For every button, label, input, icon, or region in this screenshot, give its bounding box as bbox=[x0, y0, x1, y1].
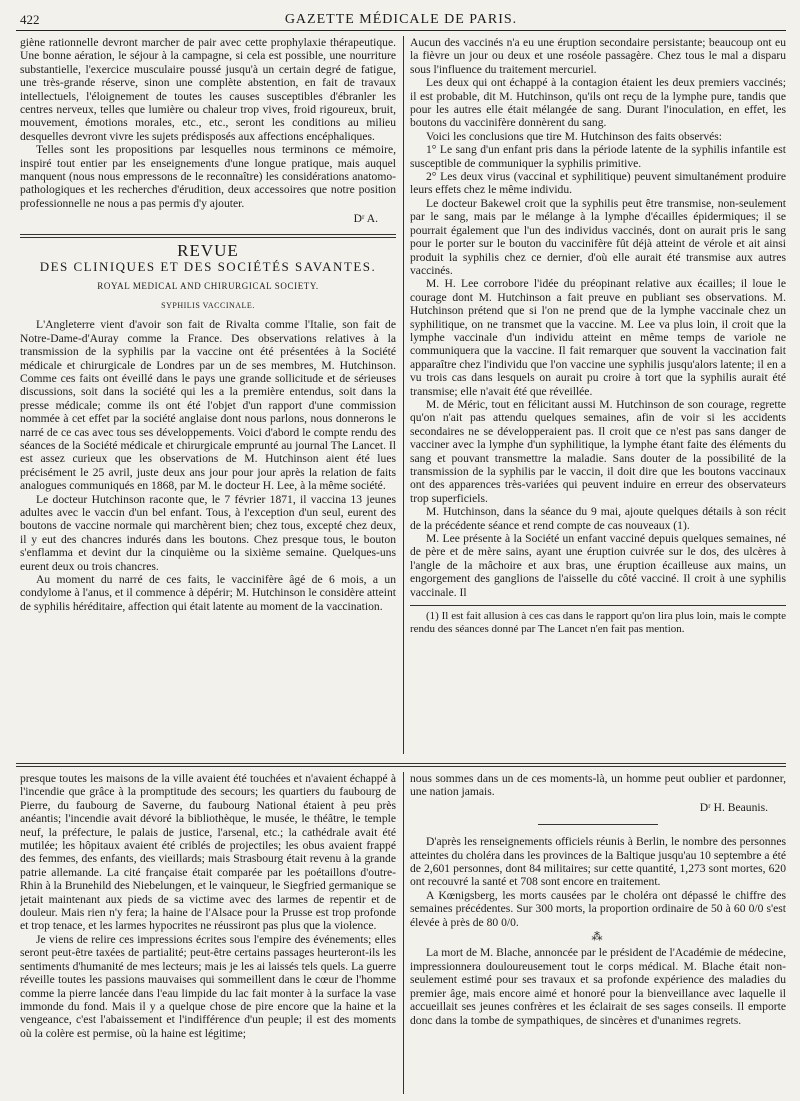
paragraph: Aucun des vaccinés n'a eu une éruption secondaire persistante; beaucoup ont eu la fièvre un jour ou deux et une roséole passagère. Chez tous le mal a disparu sous l'influence du traitement mercuriel. bbox=[410, 36, 786, 76]
revue-subtitle: DES CLINIQUES ET DES SOCIÉTÉS SAVANTES. bbox=[39, 259, 377, 275]
revue-title: REVUE bbox=[177, 240, 239, 260]
paragraph: L'Angleterre vient d'avoir son fait de Rivalta comme l'Italie, son fait de Notre-Dame-d'Auray comme la France. Des observations relatives à la transmission de la syphilis par la vaccine ont été présentées à la Société médicale et chirurgicale de Londres par un de ses membres, M. Hutchinson. Comme ces faits ont éveillé dans le pays une grande sollicitude et de sérieuses discussions, soit dans la société qui les a la première entendus, soit dans la presse médicale; comme ils ont été l'objet d'un rapport d'une commission nommée à cet effet par la société anglaise dont nous parlons, nous donnerons le narré de ce cas avec tous ses développements. Voici d'abord le compte rendu des séances de la Société médicale et chirurgicale emprunté au journal The Lancet. Il est assez curieux que les observations de M. Hutchinson aient été lues précisément le 25 avril, juste deux ans jour pour jour après la relation de faits analogues communiqués en 1868, par M. le docteur H. Lee, à la même société. bbox=[20, 318, 396, 493]
paragraph: La mort de M. Blache, annoncée par le président de l'Académie de médecine, impressionnera douloureusement tout le corps médical. M. Blache était non-seulement estimé pour ses travaux et sa profonde expérience des maladies du premier âge, mais encore aimé et honoré pour la bienveillance avec laquelle il accueillait ses jeunes confrères et les éclairait de ses sages conseils. Il emporte donc dans la tombe de sympathiques, de sincères et d'unanimes regrets. bbox=[410, 946, 786, 1027]
signature: Dʳ A. bbox=[353, 212, 378, 226]
section-divider bbox=[20, 234, 396, 235]
bottom-left-column bbox=[20, 772, 396, 1094]
column-divider bbox=[403, 772, 404, 1094]
top-left-column bbox=[20, 36, 396, 754]
footnote-divider bbox=[410, 605, 786, 606]
society-name: ROYAL MEDICAL AND CHIRURGICAL SOCIETY. bbox=[97, 280, 319, 291]
section-divider bbox=[538, 824, 658, 825]
paragraph: Le docteur Bakewel croit que la syphilis peut être transmise, non-seulement par le sang, mais par le mélange à la lymphe d'écailles épidermiques; il se pourrait également que l'un des individus vaccinés, dont on aurait pris le sang pour le porter sur le bouton du vaccinifère fût déjà atteint de vérole et ait ainsi produit la syphilis chez ce dernier, d'où elle aurait été transmise aux autres vaccinés. bbox=[410, 196, 786, 277]
asterism: ⁂ bbox=[591, 931, 605, 944]
newspaper-page bbox=[16, 6, 786, 1096]
paragraph: Le docteur Hutchinson raconte que, le 7 février 1871, il vaccina 13 jeunes adultes avec le vaccin d'un bel enfant. Tous, à l'exception d'un seul, eurent des boutons de vaccine normale qui marchèrent bien; chez tous, excepté chez deux, il y eut des chancres indurés dans les boutons. Chez presque tous, le bouton s'enflamma et devint dur la cinquième ou la sixième semaine. Quelques-uns eurent deux ou trois chancres. bbox=[20, 492, 396, 573]
paragraph: Au moment du narré de ces faits, le vaccinifère âgé de 6 mois, a un condylome à l'anus, et il commence à dépérir; M. Hutchinson le considère atteint de syphilis héréditaire, affection qui était latente au moment de la vaccination. bbox=[20, 573, 396, 613]
paragraph: Je viens de relire ces impressions écrites sous l'empire des événements; elles seront peut-être taxées de partialité; peut-être certains passages heurteront-ils les sentiments d'humanité de mes lecteurs; mais je les ai laissés tels quels. La guerre réveille toutes les passions mauvaises qui sommeillent dans le cœur de l'homme comme la pierre lancée dans l'eau limpide du lac fait monter à la surface la vase immonde du fond. Mais il y a quelque chose de pire encore que la haine et la vengeance, c'est l'abaissement et l'indifférence d'un peuple; il est des moments où la colère est permise, où la haine est légitime; bbox=[20, 932, 396, 1040]
journal-title: GAZETTE MÉDICALE DE PARIS. bbox=[284, 12, 518, 27]
paragraph: 2° Les deux virus (vaccinal et syphilitique) peuvent simultanément produire leurs effets chez le même individu. bbox=[410, 170, 786, 197]
paragraph: M. de Méric, tout en félicitant aussi M. Hutchinson de son courage, regrette qu'on n'ait pas attendu quelques semaines, afin de voir si les accidents secondaires ne se développeraient pas. Il croit que ce n'est pas sans danger de vacciner avec la lymphe d'un syphilitique, la lymphe étant faite des éléments du sang et pouvant transmettre la maladie. Sans douter de la possibilité de la transmission de la syphilis par le vaccin, il doit dire que les boutons vaccinaux ont des apparences très-variées qui peuvent induire en erreur des observateurs trop superficiels. bbox=[410, 397, 786, 505]
column-divider bbox=[403, 36, 404, 754]
paragraph: giène rationnelle devront marcher de pair avec cette prophylaxie thérapeutique. Une bonne aération, le séjour à la campagne, si cela est possible, une nourriture substantielle, l'exercice musculaire poussé jusqu'à un certain degré de fatigue, une très-grande réserve, sinon une complète abstention, en fait de travaux intellectuels, l'éloignement de toutes les causes susceptibles d'ébranler les centres nerveux, telles que lumière ou chaleur trop vives, froid rigoureux, bruit, mouvement, émotions morales, etc., etc., seront les conditions au milieu desquelles devront vivre les sujets prédisposés aux affections encéphaliques. bbox=[20, 36, 396, 143]
top-right-column bbox=[410, 36, 786, 754]
paragraph: A Kœnigsberg, les morts causées par le choléra ont dépassé le chiffre des semaines précédentes. Sur 300 morts, la proportion ordinaire de 50 à 60 0/0 s'est élevée à près de 80 0/0. bbox=[410, 888, 786, 929]
page-divider bbox=[16, 766, 786, 767]
paragraph: M. H. Lee corrobore l'idée du préopinant relative aux écailles; il loue le courage dont M. Hutchinson a fait preuve en publiant ses observations. M. Hutchinson prétend que si l'on ne prend que de la lymphe vaccinale chez un syphilitique, on ne transmet que la vaccine. M. Lee va plus loin, il croit que la lymphe vaccinale d'un individu atteint en même temps de variole ne communiquera que la vaccine. Il fait remarquer que souvent la vaccination fait apparaître chez l'individu que l'on vaccine une syphilis jusqu'alors latente; il en a vu trois cas dans lesquels on aurait pu croire à tort que la syphilis aurait été transmise; elle n'avait été que réveillée. bbox=[410, 277, 786, 398]
paragraph: Les deux qui ont échappé à la contagion étaient les deux premiers vaccinés; il est probable, dit M. Hutchinson, qu'ils ont reçu de la lymphe pure, tandis que pour les autres elle était mélangée de sang. Durant l'inoculation, en effet, les boutons du vaccinifère donnèrent du sang. bbox=[410, 76, 786, 130]
signature: Dʳ H. Beaunis. bbox=[699, 800, 768, 814]
section-divider bbox=[20, 237, 396, 238]
bottom-right-column bbox=[410, 772, 786, 1094]
paragraph: M. Hutchinson, dans la séance du 9 mai, ajoute quelques détails à son récit de la précédente séance et rend compte de cas nouveaux (1). bbox=[410, 505, 786, 532]
page-number: 422 bbox=[20, 12, 40, 27]
footnote: (1) Il est fait allusion à ces cas dans le rapport qu'on lira plus loin, mais le compte rendu des séances donné par The Lancet n'en fait pas mention. bbox=[410, 610, 786, 635]
page-header bbox=[16, 6, 786, 31]
paragraph: nous sommes dans un de ces moments-là, un homme peut oublier et pardonner, une nation jamais. bbox=[410, 772, 786, 799]
paragraph: Telles sont les propositions par lesquelles nous terminons ce mémoire, inspiré tout entier par les enseignements d'une longue pratique, mais auquel manquent (nous nous empressons de le reconnaître) les considérations anatomo-pathologiques et les recherches d'érudition, deux accessoires que notre position professionnelle ne nous a pas permis d'y ajouter. bbox=[20, 143, 396, 210]
paragraph: M. Lee présente à la Société un enfant vacciné depuis quelques semaines, né de père et de mère sains, ayant une éruption cuivrée sur le dos, des ulcères à l'angle de la mâchoire et aux bras, une éruption écailleuse aux mains, un engorgement des ganglions de l'aisselle du côté vacciné. Il croit à une syphilis vaccinale. Il bbox=[410, 532, 786, 599]
section-heading: SYPHILIS VACCINALE. bbox=[161, 300, 255, 310]
paragraph: D'après les renseignements officiels réunis à Berlin, le nombre des personnes atteintes du choléra dans les provinces de la Baltique jusqu'au 10 septembre a été de 2,601 personnes, dont 84 militaires; sur cette quantité, 1,273 sont mortes, 620 ont recouvré la santé et 708 sont encore en traitement. bbox=[410, 835, 786, 889]
paragraph: Voici les conclusions que tire M. Hutchinson des faits observés: bbox=[426, 129, 723, 143]
paragraph: 1° Le sang d'un enfant pris dans la période latente de la syphilis infantile est susceptible de communiquer la syphilis primitive. bbox=[410, 143, 786, 170]
paragraph: presque toutes les maisons de la ville avaient été touchées et n'avaient échappé à l'incendie que grâce à la promptitude des secours; les quartiers du faubourg de Pierre, du faubourg de Saverne, du faubourg National étaient à peu près anéantis; l'incendie avait dévoré la bibliothèque, le musée, le théâtre, le temple neuf, la préfecture, le palais de justice, l'arsenal, etc.; la cathédrale avait été mutilée; les hôpitaux avaient été criblés de projectiles; les obus avaient frappé des femmes, des enfants, des vieillards; mais Strasbourg était revenu à la grande patrie allemande. La cité française était comparée par les poétaillons d'outre-Rhin à la Brunehild des Niebelungen, et le vainqueur, le Siegfried germanique se jetait maintenant aux pieds de sa victime avec des larmes de repentir et de douleur. Mais rien n'y fera; la haine de l'Alsace pour la Prusse est trop profonde et trop tenace, et les larmes hypocrites ne réussiront pas plus que la violence. bbox=[20, 772, 396, 933]
page-divider bbox=[16, 763, 786, 764]
